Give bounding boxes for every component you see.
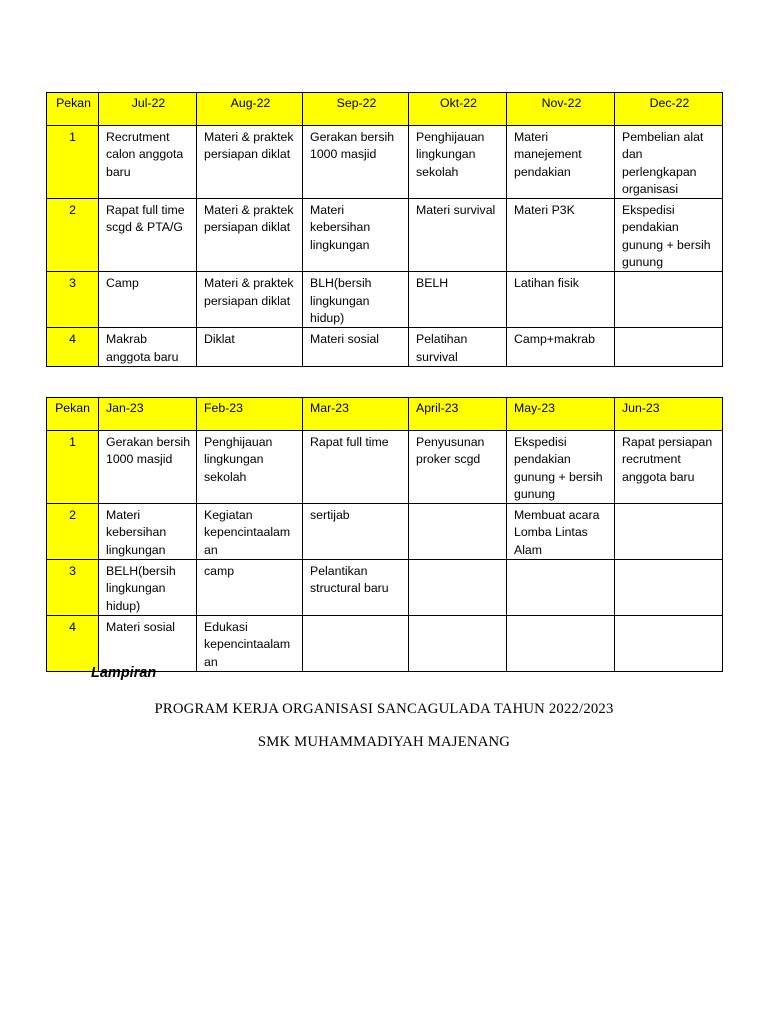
activity-cell: Rapat persiapan recrutment anggota baru (615, 431, 723, 504)
week-number-cell: 1 (47, 126, 99, 199)
activity-cell: Ekspedisi pendakian gunung + bersih gunung (507, 431, 615, 504)
activity-cell: BLH(bersih lingkungan hidup) (303, 272, 409, 328)
activity-cell: Ekspedisi pendakian gunung + bersih gunung (615, 199, 723, 272)
header-cell-pekan: Pekan (47, 398, 99, 431)
activity-cell: Pelantikan structural baru (303, 560, 409, 616)
header-cell-month: Nov-22 (507, 93, 615, 126)
activity-cell: Materi & praktek persiapan diklat (197, 199, 303, 272)
activity-cell: sertijab (303, 504, 409, 560)
activity-cell: Materi kebersihan lingkungan (99, 504, 197, 560)
activity-cell (507, 560, 615, 616)
header-cell-pekan: Pekan (47, 93, 99, 126)
activity-cell (409, 504, 507, 560)
header-cell-month: Jul-22 (99, 93, 197, 126)
document-title: PROGRAM KERJA ORGANISASI SANCAGULADA TAHUN 2022/2023 (154, 701, 614, 717)
week-number-cell: 4 (47, 615, 99, 671)
activity-cell (615, 504, 723, 560)
week-number-cell: 2 (47, 504, 99, 560)
header-cell-month: Sep-22 (303, 93, 409, 126)
activity-cell: Penghijauan lingkungan sekolah (409, 126, 507, 199)
schedule-table-2023 (46, 397, 723, 672)
header-cell-month: Feb-23 (197, 398, 303, 431)
activity-cell (303, 615, 409, 671)
header-cell-month: Jun-23 (615, 398, 723, 431)
activity-cell: Edukasi kepencintaalam an (197, 615, 303, 671)
activity-cell (615, 615, 723, 671)
activity-cell: Penyusunan proker scgd (409, 431, 507, 504)
activity-cell: BELH (409, 272, 507, 328)
activity-cell: Materi kebersihan lingkungan (303, 199, 409, 272)
activity-cell: Rapat full time scgd & PTA/G (99, 199, 197, 272)
activity-cell (615, 328, 723, 367)
table-row (47, 328, 723, 367)
activity-cell: Penghijauan lingkungan sekolah (197, 431, 303, 504)
activity-cell: Diklat (197, 328, 303, 367)
activity-cell: Pembelian alat dan perlengkapan organisasi (615, 126, 723, 199)
activity-cell: Materi sosial (303, 328, 409, 367)
school-name: SMK MUHAMMADIYAH MAJENANG (257, 734, 511, 750)
table-row (47, 272, 723, 328)
appendix-caption: Lampiran (91, 665, 157, 681)
activity-cell: Materi survival (409, 199, 507, 272)
activity-cell: camp (197, 560, 303, 616)
activity-cell: BELH(bersih lingkungan hidup) (99, 560, 197, 616)
week-number-cell: 3 (47, 272, 99, 328)
activity-cell: Recrutment calon anggota baru (99, 126, 197, 199)
header-cell-month: Okt-22 (409, 93, 507, 126)
table-row (47, 199, 723, 272)
activity-cell: Camp+makrab (507, 328, 615, 367)
header-cell-month: Aug-22 (197, 93, 303, 126)
activity-cell: Materi sosial (99, 615, 197, 671)
week-number-cell: 3 (47, 560, 99, 616)
header-cell-month: April-23 (409, 398, 507, 431)
week-number-cell: 2 (47, 199, 99, 272)
table-row (47, 504, 723, 560)
activity-cell (409, 615, 507, 671)
header-cell-month: Jan-23 (99, 398, 197, 431)
activity-cell: Camp (99, 272, 197, 328)
activity-cell: Materi & praktek persiapan diklat (197, 126, 303, 199)
activity-cell (409, 560, 507, 616)
activity-cell (615, 560, 723, 616)
table-row (47, 560, 723, 616)
header-cell-month: Mar-23 (303, 398, 409, 431)
activity-cell: Materi & praktek persiapan diklat (197, 272, 303, 328)
schedule-table-2022 (46, 92, 723, 367)
table-header-row (47, 93, 723, 126)
activity-cell: Materi manejement pendakian (507, 126, 615, 199)
header-cell-month: Dec-22 (615, 93, 723, 126)
activity-cell: Materi P3K (507, 199, 615, 272)
table-header-row (47, 398, 723, 431)
header-cell-month: May-23 (507, 398, 615, 431)
table-row (47, 126, 723, 199)
activity-cell (615, 272, 723, 328)
activity-cell: Latihan fisik (507, 272, 615, 328)
activity-cell: Makrab anggota baru (99, 328, 197, 367)
activity-cell: Kegiatan kepencintaalam an (197, 504, 303, 560)
activity-cell: Pelatihan survival (409, 328, 507, 367)
week-number-cell: 4 (47, 328, 99, 367)
table-row (47, 431, 723, 504)
activity-cell: Rapat full time (303, 431, 409, 504)
activity-cell: Gerakan bersih 1000 masjid (303, 126, 409, 199)
week-number-cell: 1 (47, 431, 99, 504)
table-row (47, 615, 723, 671)
activity-cell: Membuat acara Lomba Lintas Alam (507, 504, 615, 560)
activity-cell (507, 615, 615, 671)
activity-cell: Gerakan bersih 1000 masjid (99, 431, 197, 504)
